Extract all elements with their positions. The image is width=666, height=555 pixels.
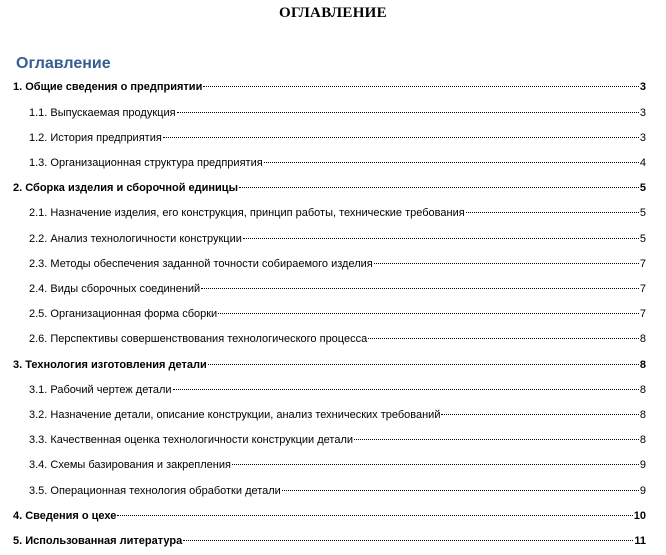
toc-entry-page: 3 <box>639 107 646 119</box>
toc-entry-label: 1. Общие сведения о предприятии <box>13 81 203 93</box>
dot-leader <box>183 539 633 541</box>
toc-entry-label: 2.2. Анализ технологичности конструкции <box>29 233 242 245</box>
dot-leader <box>243 237 639 239</box>
toc-entry-page: 8 <box>639 434 646 446</box>
toc-entry-label: 3.3. Качественная оценка технологичности конструкции детали <box>29 434 354 446</box>
toc-entry-label: 3. Технология изготовления детали <box>13 359 207 371</box>
toc-entry-label: 3.2. Назначение детали, описание конструкции, анализ технических требований <box>29 409 441 421</box>
toc-entry-1-1[interactable] <box>29 106 646 120</box>
toc-entry-label: 3.1. Рабочий чертеж детали <box>29 384 172 396</box>
dot-leader <box>218 312 639 314</box>
document-heading: ОГЛАВЛЕНИЕ <box>279 5 387 21</box>
toc-entry-page: 9 <box>639 485 646 497</box>
toc-entry-label: 1.1. Выпускаемая продукция <box>29 107 176 119</box>
toc-entry-label: 2.5. Организационная форма сборки <box>29 308 218 320</box>
toc-entry-2-3[interactable] <box>29 257 646 271</box>
toc-entry-2-2[interactable] <box>29 232 646 246</box>
toc-entry-page: 7 <box>639 283 646 295</box>
dot-leader <box>374 262 639 264</box>
dot-leader <box>441 413 638 415</box>
toc-entry-label: 2. Сборка изделия и сборочной единицы <box>13 182 238 194</box>
dot-leader <box>117 514 632 516</box>
toc-entry-page: 8 <box>639 409 646 421</box>
toc-entry-page: 7 <box>639 258 646 270</box>
toc-entry-3[interactable] <box>13 358 646 372</box>
toc-entry-page: 4 <box>639 157 646 169</box>
toc-entry-3-4[interactable] <box>29 458 646 472</box>
dot-leader <box>208 363 639 365</box>
toc-entry-label: 2.4. Виды сборочных соединений <box>29 283 201 295</box>
toc-entry-1-3[interactable] <box>29 156 646 170</box>
toc-entry-label: 5. Использованная литература <box>13 535 183 547</box>
dot-leader <box>239 186 639 188</box>
toc-entry-4[interactable] <box>13 509 646 523</box>
toc-entry-label: 1.2. История предприятия <box>29 132 162 144</box>
toc-entry-2-1[interactable] <box>29 206 646 220</box>
dot-leader <box>264 161 639 163</box>
toc-entry-page: 8 <box>639 384 646 396</box>
toc-entry-page: 8 <box>639 333 646 345</box>
toc-entry-label: 3.4. Схемы базирования и закрепления <box>29 459 231 471</box>
dot-leader <box>163 136 639 138</box>
toc-title: Оглавление <box>16 55 111 72</box>
toc-entry-3-5[interactable] <box>29 484 646 498</box>
toc-entry-2-4[interactable] <box>29 282 646 296</box>
dot-leader <box>201 287 639 289</box>
toc-entry-label: 3.5. Операционная технология обработки детали <box>29 485 281 497</box>
toc-entry-page: 5 <box>639 233 646 245</box>
toc-entry-label: 2.1. Назначение изделия, его конструкция, принцип работы, технические требования <box>29 207 465 219</box>
toc-entry-label: 1.3. Организационная структура предприятия <box>29 157 263 169</box>
toc-entry-1[interactable] <box>13 80 646 94</box>
dot-leader <box>466 211 639 213</box>
dot-leader <box>368 337 639 339</box>
toc-entry-page: 10 <box>633 510 646 522</box>
toc-entry-page: 5 <box>639 207 646 219</box>
toc-entry-page: 8 <box>639 359 646 371</box>
toc-entry-page: 3 <box>639 132 646 144</box>
toc-entry-label: 4. Сведения о цехе <box>13 510 117 522</box>
dot-leader <box>282 489 639 491</box>
toc-entry-2-6[interactable] <box>29 332 646 346</box>
toc-entry-1-2[interactable] <box>29 131 646 145</box>
toc-entry-page: 11 <box>634 535 646 547</box>
toc-entry-2[interactable] <box>13 181 646 195</box>
toc-entry-2-5[interactable] <box>29 307 646 321</box>
toc-entry-page: 3 <box>639 81 646 93</box>
toc-entry-page: 5 <box>639 182 646 194</box>
dot-leader <box>203 85 639 87</box>
toc-entry-page: 9 <box>639 459 646 471</box>
toc-entry-3-3[interactable] <box>29 433 646 447</box>
dot-leader <box>177 111 639 113</box>
toc-entry-label: 2.3. Методы обеспечения заданной точности собираемого изделия <box>29 258 373 270</box>
toc-entry-5[interactable] <box>13 534 646 548</box>
toc-entry-label: 2.6. Перспективы совершенствования технологического процесса <box>29 333 368 345</box>
toc-entry-3-1[interactable] <box>29 383 646 397</box>
toc-entry-3-2[interactable] <box>29 408 646 422</box>
dot-leader <box>232 463 639 465</box>
dot-leader <box>354 438 639 440</box>
dot-leader <box>173 388 639 390</box>
toc-entry-page: 7 <box>639 308 646 320</box>
